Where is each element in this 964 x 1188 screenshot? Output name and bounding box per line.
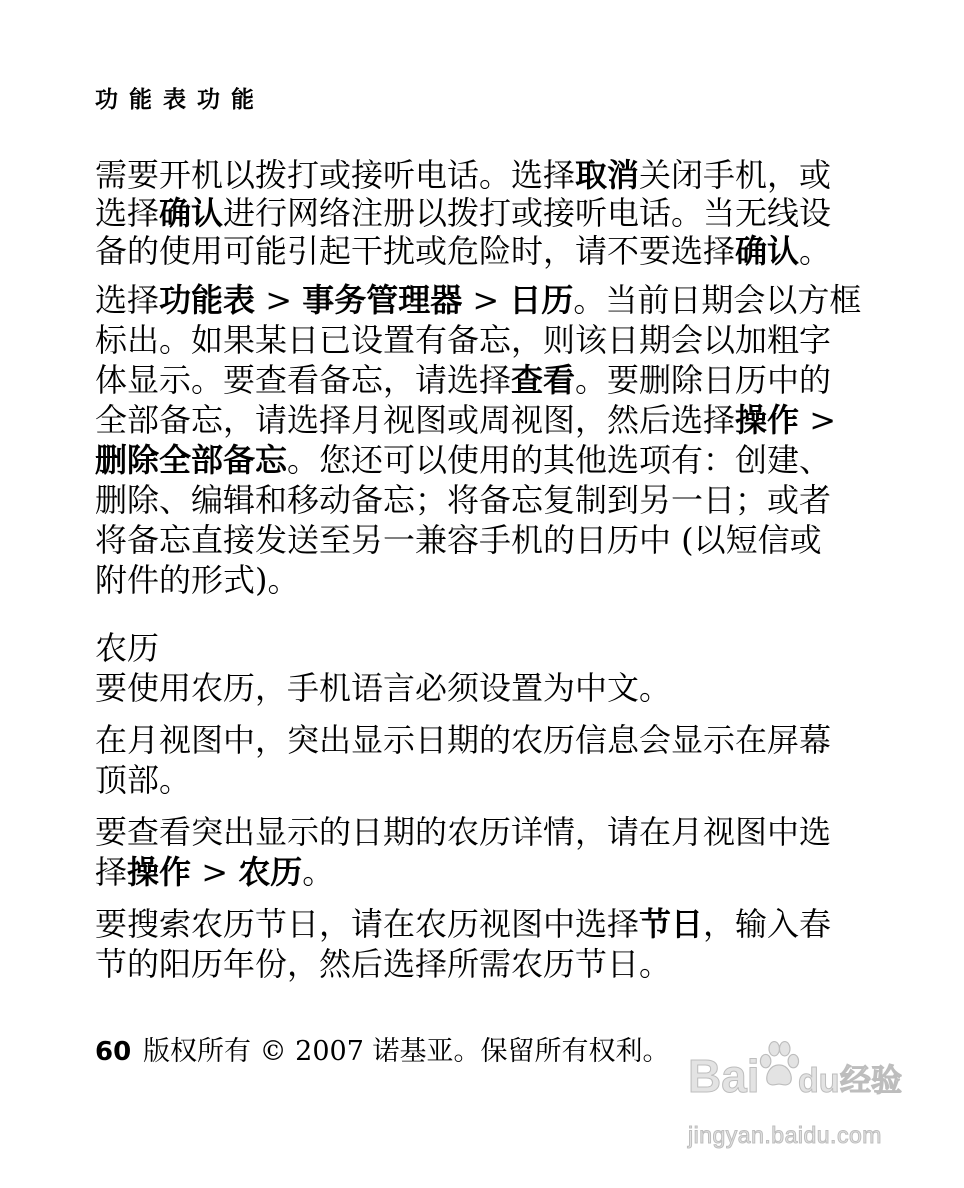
text-run: 全部备忘，请选择月视图或周视图，然后选择 bbox=[95, 401, 736, 439]
section-header: 功能表功能 bbox=[95, 87, 265, 113]
text-run: 标出。如果某日已设置有备忘，则该日期会以加粗字 bbox=[95, 321, 832, 359]
menu-path-separator: > bbox=[255, 281, 303, 319]
paw-toe bbox=[779, 1042, 790, 1056]
paragraph-line bbox=[95, 320, 831, 360]
text-run: ，输入春 bbox=[703, 905, 832, 943]
watermark-url: jingyan.baidu.com bbox=[688, 1122, 882, 1148]
paragraph-line bbox=[95, 668, 671, 708]
menu-term: 节日 bbox=[639, 905, 704, 943]
text-run: 在月视图中，突出显示日期的农历信息会显示在屏幕 bbox=[95, 721, 832, 759]
watermark-brand-right: du bbox=[798, 1062, 840, 1100]
text-run: 。您还可以使用的其他选项有：创建、 bbox=[287, 441, 832, 479]
paw-toe bbox=[769, 1042, 780, 1056]
text-run: 要搜索农历节日，请在农历视图中选择 bbox=[95, 905, 640, 943]
menu-term: 操作 bbox=[735, 401, 800, 439]
menu-term: 查看 bbox=[511, 361, 576, 399]
menu-term: 功能表 bbox=[159, 281, 256, 319]
menu-term: 事务管理器 bbox=[302, 281, 463, 319]
text-run: 体显示。要查看备忘，请选择 bbox=[95, 361, 512, 399]
paragraph-line bbox=[95, 560, 300, 600]
text-run: 选择 bbox=[95, 281, 160, 319]
paragraph-line bbox=[95, 852, 334, 892]
paragraph-line bbox=[95, 360, 831, 400]
paragraph-line bbox=[95, 231, 831, 271]
text-run: 节的阳历年份，然后选择所需农历节日。 bbox=[95, 945, 672, 983]
menu-term: 取消 bbox=[575, 156, 640, 194]
paragraph-line bbox=[95, 944, 671, 984]
paw-toe bbox=[788, 1054, 799, 1067]
paragraph-line bbox=[95, 720, 831, 760]
text-run: 。要删除日历中的 bbox=[575, 361, 832, 399]
text-run: 顶部。 bbox=[95, 761, 192, 799]
menu-term: 操作 bbox=[127, 853, 192, 891]
paragraph-line bbox=[95, 280, 861, 320]
lunar-heading: 农历 bbox=[95, 629, 160, 667]
paw-pad bbox=[767, 1065, 792, 1085]
paragraph-line bbox=[95, 155, 831, 195]
menu-term: 确认 bbox=[159, 194, 224, 232]
menu-term: 确认 bbox=[735, 232, 800, 270]
text-run: 选择 bbox=[95, 194, 160, 232]
text-run: 。 bbox=[799, 232, 832, 270]
paragraph-line bbox=[95, 904, 831, 944]
text-run: 。 bbox=[302, 853, 335, 891]
text-run: 要查看突出显示的日期的农历详情，请在月视图中选 bbox=[95, 813, 832, 851]
paragraph-line bbox=[95, 440, 831, 480]
menu-term: 删除全部备忘 bbox=[95, 441, 288, 479]
text-run: 进行网络注册以拨打或接听电话。当无线设 bbox=[223, 194, 832, 232]
menu-term: 日历 bbox=[509, 281, 574, 319]
paragraph-line bbox=[95, 760, 191, 800]
paw-icon bbox=[758, 1040, 800, 1088]
paragraph-line bbox=[95, 480, 831, 520]
text-run: 需要开机以拨打或接听电话。选择 bbox=[95, 156, 576, 194]
paragraph-line bbox=[95, 812, 831, 852]
text-run: 附件的形式)。 bbox=[95, 561, 300, 599]
text-run: 关闭手机，或 bbox=[639, 156, 832, 194]
watermark-brand-left: Bai bbox=[688, 1050, 760, 1102]
text-run: 备的使用可能引起干扰或危险时，请不要选择 bbox=[95, 232, 736, 270]
paragraph-line bbox=[95, 400, 836, 440]
text-run: 择 bbox=[95, 853, 128, 891]
watermark-product: 经验 bbox=[840, 1063, 902, 1099]
copyright-notice: 版权所有 © 2007 诺基亚。保留所有权利。 bbox=[143, 1036, 670, 1067]
menu-path-separator: > bbox=[191, 853, 239, 891]
menu-term: 农历 bbox=[238, 853, 303, 891]
text-run: 。当前日期会以方框 bbox=[573, 281, 862, 319]
paragraph-line bbox=[95, 193, 831, 233]
paragraph-line bbox=[95, 520, 822, 560]
menu-path-separator: > bbox=[799, 401, 837, 439]
text-run: 要使用农历，手机语言必须设置为中文。 bbox=[95, 669, 672, 707]
text-run: 将备忘直接发送至另一兼容手机的日历中 (以短信或 bbox=[95, 521, 822, 559]
menu-path-separator: > bbox=[462, 281, 510, 319]
text-run: 删除、编辑和移动备忘；将备忘复制到另一日；或者 bbox=[95, 481, 832, 519]
page-number: 60 bbox=[95, 1037, 132, 1067]
paw-toe bbox=[760, 1054, 771, 1067]
